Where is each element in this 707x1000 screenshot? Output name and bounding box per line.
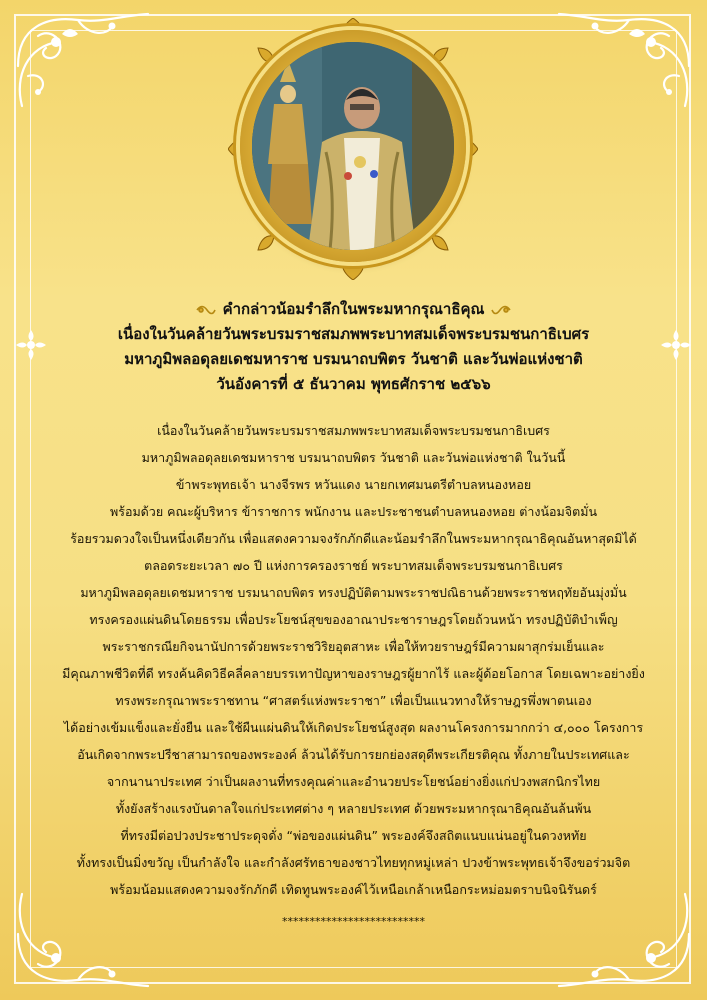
body-line: มีคุณภาพชีวิตที่ดี ทรงค้นคิดวิธีคลี่คลายบรรเทาปัญหาของราษฎรผู้ยากไร้ และผู้ด้อยโอกาส โดยเฉพาะอย่างยิ่ง bbox=[62, 666, 645, 681]
body-line: ทรงพระกรุณาพระราชทาน “ศาสตร์แห่งพระราชา” เพื่อเป็นแนวทางให้ราษฎรพึ่งพาตนเอง bbox=[115, 693, 592, 708]
floral-corner-ornament-top-left bbox=[8, 6, 158, 116]
body-line: ตลอดระยะเวลา ๗๐ ปี แห่งการครองราชย์ พระบาทสมเด็จพระบรมชนกาธิเบศร bbox=[144, 558, 563, 573]
floral-corner-ornament-bottom-left bbox=[8, 884, 158, 994]
body-line: พร้อมน้อมแสดงความจงรักภักดี เทิดทูนพระองค์ไว้เหนือเกล้าเหนือกระหม่อมตราบนิจนิรันดร์ bbox=[110, 882, 597, 897]
floral-corner-ornament-bottom-right bbox=[549, 884, 699, 994]
body-line: เนื่องในวันคล้ายวันพระบรมราชสมภพพระบาทสมเด็จพระบรมชนกาธิเบศร bbox=[157, 423, 550, 438]
body-line: ได้อย่างเข้มแข็งและยั่งยืน และใช้ผืนแผ่นดินให้เกิดประโยชน์สูงสุด ผลงานโครงการมากกว่า ๔,๐๐๐ โครงการ bbox=[63, 720, 644, 735]
body-line: ทรงครองแผ่นดินโดยธรรม เพื่อประโยชน์สุขของอาณาประชาราษฎรโดยถ้วนหน้า ทรงปฏิบัติบำเพ็ญ bbox=[89, 612, 618, 627]
body-line: ร้อยรวมดวงใจเป็นหนึ่งเดียวกัน เพื่อแสดงความจงรักภักดีและน้อมรำลึกในพระมหากรุณาธิคุณอันหาสุดมิได้ bbox=[70, 531, 637, 546]
body-line: มหาภูมิพลอดุลยเดชมหาราช บรมนาถบพิตร วันชาติ และวันพ่อแห่งชาติ ในวันนี้ bbox=[141, 450, 566, 465]
king-portrait-image bbox=[252, 42, 454, 250]
body-line: ทั้งยังสร้างแรงบันดาลใจแก่ประเทศต่าง ๆ หลายประเทศ ด้วยพระมหากรุณาธิคุณอันล้นพ้น bbox=[115, 801, 592, 816]
royal-portrait-frame bbox=[228, 18, 478, 280]
subtitle-line-1: เนื่องในวันคล้ายวันพระบรมราชสมภพพระบาทสมเด็จพระบรมชนกาธิเบศร bbox=[117, 325, 590, 343]
title-scroll-ornament-left bbox=[195, 302, 217, 318]
subtitle-line-2: มหาภูมิพลอดุลยเดชมหาราช บรมนาถบพิตร วันชาติ และวันพ่อแห่งชาติ bbox=[124, 350, 583, 368]
body-line: พร้อมด้วย คณะผู้บริหาร ข้าราชการ พนักงาน และประชาชนตำบลหนองหอย ต่างน้อมจิตมั่น bbox=[109, 504, 598, 519]
subtitle-line-3-date: วันอังคารที่ ๕ ธันวาคม พุทธศักราช ๒๕๖๖ bbox=[216, 375, 491, 393]
body-line: อันเกิดจากพระปรีชาสามารถของพระองค์ ล้วนได้รับการยกย่องสดุดีพระเกียรติคุณ ทั้งภายในประเทศและ bbox=[77, 747, 630, 762]
document-title bbox=[0, 297, 707, 321]
body-line: จากนานาประเทศ ว่าเป็นผลงานที่ทรงคุณค่าและอำนวยประโยชน์อย่างยิ่งแก่ปวงพสกนิกรไทย bbox=[106, 774, 601, 789]
body-line: ข้าพระพุทธเจ้า นางจีรพร หวันแดง นายกเทศมนตรีตำบลหนองหอย bbox=[175, 477, 532, 492]
floral-corner-ornament-top-right bbox=[549, 6, 699, 116]
body-line: ที่ทรงมีต่อปวงประชาประดุจดั่ง “พ่อของแผ่นดิน” พระองค์จึงสถิตแนบแน่นอยู่ในดวงหทัย bbox=[120, 828, 587, 843]
body-line: ทั้งทรงเป็นมิ่งขวัญ เป็นกำลังใจ และกำลังศรัทธาของชาวไทยทุกหมู่เหล่า ปวงข้าพระพุทธเจ้าจึงขอร่วมจิต bbox=[76, 855, 631, 870]
title-scroll-ornament-right bbox=[490, 302, 512, 318]
body-line: มหาภูมิพลอดุลยเดชมหาราช บรมนาถบพิตร ทรงปฏิบัติตามพระราชปณิธานด้วยพระราชหฤทัยอันมุ่งมั่น bbox=[80, 585, 627, 600]
closing-stars-divider: ************************** bbox=[282, 915, 425, 928]
title-text: คำกล่าวน้อมรำลึกในพระมหากรุณาธิคุณ bbox=[222, 300, 485, 318]
body-line: พระราชกรณียกิจนานัปการด้วยพระราชวิริยอุตสาหะ เพื่อให้ทวยราษฎร์มีความผาสุกร่มเย็นและ bbox=[102, 639, 605, 654]
